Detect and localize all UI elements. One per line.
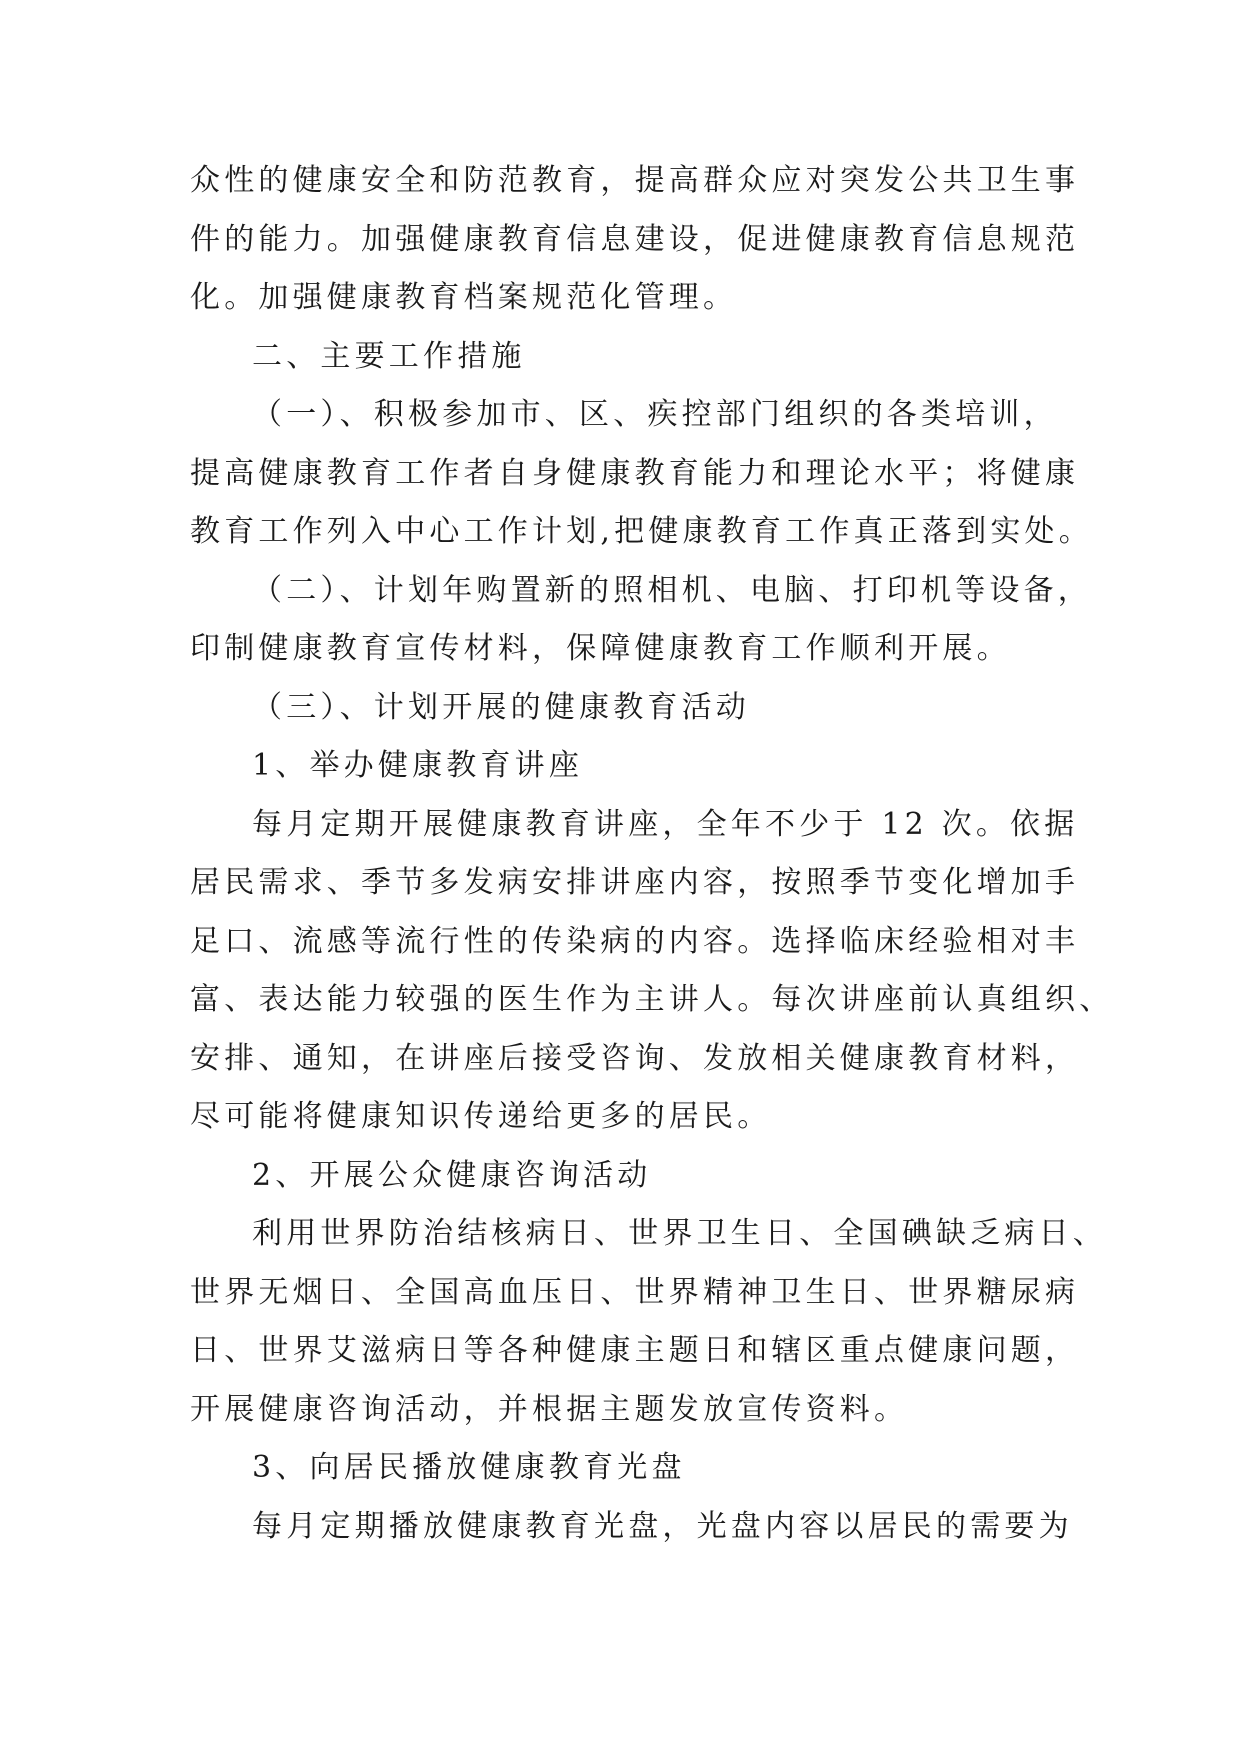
text-line: 利用世界防治结核病日、世界卫生日、全国碘缺乏病日、 [252,1216,1107,1251]
text-line: （一）、积极参加市、区、疾控部门组织的各类培训， [252,397,1058,432]
text-line: 化。加强健康教育档案规范化管理。 [190,280,738,315]
text-line: 每月定期播放健康教育光盘，光盘内容以居民的需要为 [252,1508,1073,1544]
text-line: 提高健康教育工作者自身健康教育能力和理论水平；将健康 [190,455,1080,491]
text-line: 日、世界艾滋病日等各种健康主题日和辖区重点健康问题， [190,1333,1080,1368]
text-line: 每月定期开展健康教育讲座，全年不少于 12 次。依据 [252,806,1079,842]
text-line: 足口、流感等流行性的传染病的内容。选择临床经验相对丰 [190,923,1080,959]
text-line: 开展健康咨询活动，并根据主题发放宣传资料。 [190,1391,909,1427]
text-line: 2、开展公众健康咨询活动 [252,1157,652,1193]
text-line: 教育工作列入中心工作计划,把健康教育工作真正落到实处。 [190,514,1093,549]
text-line: 众性的健康安全和防范教育，提高群众应对突发公共卫生事 [190,163,1080,198]
text-line: 居民需求、季节多发病安排讲座内容，按照季节变化增加手 [190,865,1080,900]
text-line: 印制健康教育宣传材料，保障健康教育工作顺利开展。 [190,631,1011,666]
text-line: 富、表达能力较强的医生作为主讲人。每次讲座前认真组织、 [190,982,1114,1017]
text-line: 件的能力。加强健康教育信息建设，促进健康教育信息规范 [190,221,1080,257]
text-line: 安排、通知，在讲座后接受咨询、发放相关健康教育材料， [190,1040,1080,1076]
text-line: 二、主要工作措施 [252,338,526,374]
text-line: 世界无烟日、全国高血压日、世界精神卫生日、世界糖尿病 [190,1274,1080,1310]
text-line: 1、举办健康教育讲座 [252,748,584,783]
text-line: 3、向居民播放健康教育光盘 [252,1450,686,1485]
text-line: 尽可能将健康知识传递给更多的居民。 [190,1099,772,1134]
text-line: （二）、计划年购置新的照相机、电脑、打印机等设备， [252,572,1092,608]
document-body [190,152,1114,1556]
text-line: （三）、计划开展的健康教育活动 [252,689,750,725]
